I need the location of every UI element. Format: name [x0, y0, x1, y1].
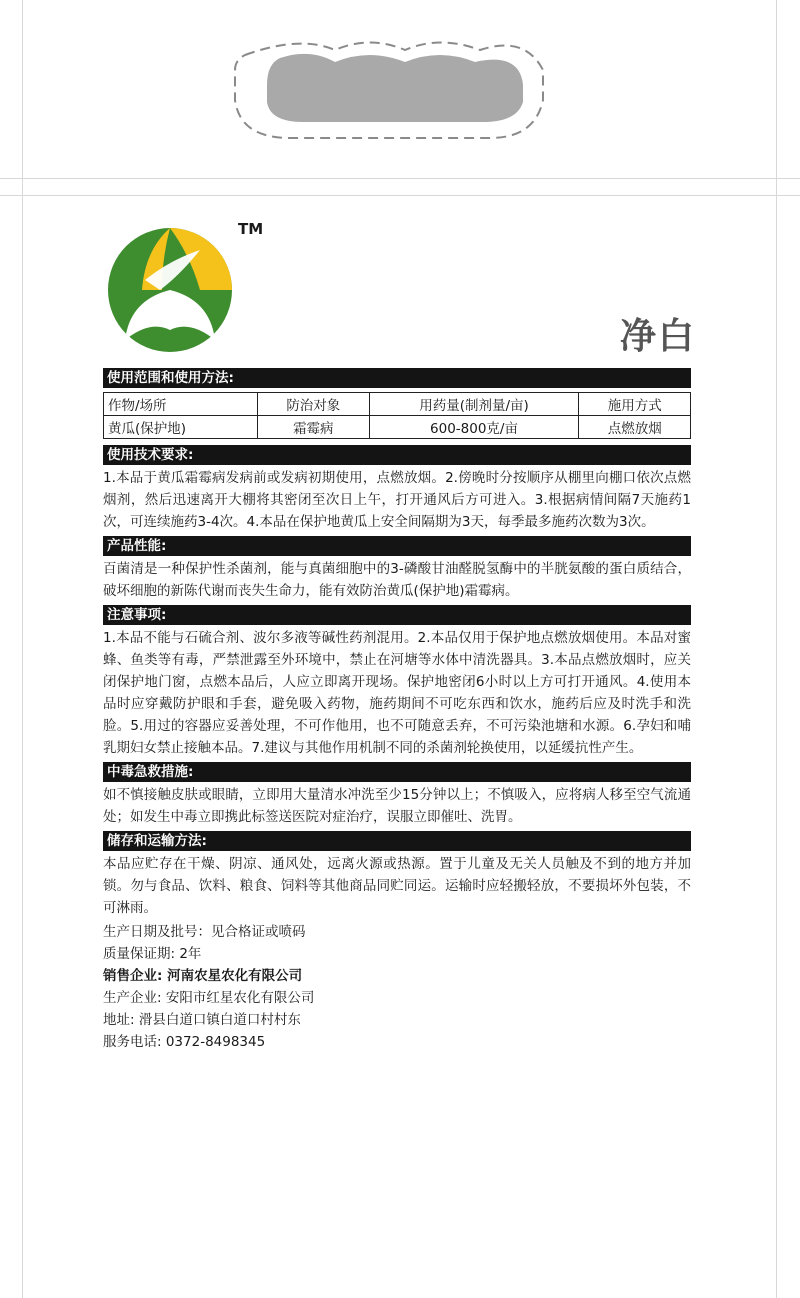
table-row	[104, 416, 691, 439]
manufacturer-company: 生产企业: 安阳市红星农化有限公司	[103, 990, 315, 1006]
table-cell-dosage: 600-800克/亩	[369, 416, 579, 439]
notes-text: 1.本品不能与石硫合剂、波尔多液等碱性药剂混用。2.本品仅用于保护地点燃放烟使用。本品对蜜蜂、鱼类等有毒，严禁泄露至外环境中，禁止在河塘等水体中清洗器具。3.本品点燃放烟时，应关闭保护地门窗，点燃本品后，人应立即离开现场。保护地密闭6小时以上方可打开通风。4.使用本品时应穿戴防护眼和手套，避免吸入药物，施药期间不可吃东西和饮水，施药后应及时洗手和洗脸。5.用过的容器应妥善处理，不可作他用，也不可随意丢弃，不可污染池塘和水源。6.孕妇和哺乳期妇女禁止接触本品。7.建议与其他作用机制不同的杀菌剂轮换使用，以延缓抗性产生。	[103, 630, 691, 756]
product-brand-name: 净白	[620, 316, 697, 357]
section-header-tech: 使用技术要求:	[103, 445, 691, 465]
table-cell-crop: 黄瓜(保护地)	[104, 416, 258, 439]
hang-tab-cutout	[225, 30, 555, 150]
company-address: 地址: 滑县白道口镇白道口村村东	[103, 1012, 301, 1028]
table-header-row	[104, 393, 691, 416]
table-cell-target: 霜霉病	[258, 416, 370, 439]
tech-requirements-text: 1.本品于黄瓜霜霉病发病前或发病初期使用，点燃放烟。2.傍晚时分按顺序从棚里向棚口依次点燃烟剂，然后迅速离开大棚将其密闭至次日上午，打开通风后方可进入。3.根据病情间隔7天施药1次，可连续施药3-4次。4.本品在保护地黄瓜上安全间隔期为3天，每季最多施药次数为3次。	[103, 470, 691, 530]
storage-text: 本品应贮存在干燥、阴凉、通风处，远离火源或热源。置于儿童及无关人员触及不到的地方并加锁。勿与食品、饮料、粮食、饲料等其他商品同贮同运。运输时应轻搬轻放，不要损坏外包装，不可淋雨。	[103, 856, 691, 916]
trademark-symbol: TM	[238, 220, 264, 238]
table-header-cell: 用药量(制剂量/亩)	[369, 393, 579, 416]
section-header-notes: 注意事项:	[103, 605, 691, 625]
seller-company: 销售企业: 河南农星农化有限公司	[103, 968, 303, 984]
label-content	[103, 368, 691, 1053]
performance-text: 百菌清是一种保护性杀菌剂，能与真菌细胞中的3-磷酸甘油醛脱氢酶中的半胱氨酸的蛋白质结合，破坏细胞的新陈代谢而丧失生命力，能有效防治黄瓜(保护地)霜霉病。	[103, 561, 691, 599]
section-header-performance: 产品性能:	[103, 536, 691, 556]
shelf-life: 质量保证期: 2年	[103, 946, 202, 962]
section-header-storage: 储存和运输方法:	[103, 831, 691, 851]
first-aid-text: 如不慎接触皮肤或眼睛，立即用大量清水冲洗至少15分钟以上；不慎吸入，应将病人移至空气流通处；如发生中毒立即携此标签送医院对症治疗，误服立即催吐、洗胃。	[103, 787, 691, 825]
guide-line-top	[0, 178, 800, 179]
service-phone: 服务电话: 0372-8498345	[103, 1034, 266, 1050]
table-header-cell: 施用方式	[579, 393, 691, 416]
section-header-first-aid: 中毒急救措施:	[103, 762, 691, 782]
table-header-cell: 防治对象	[258, 393, 370, 416]
brand-logo	[100, 220, 240, 360]
table-header-cell: 作物/场所	[104, 393, 258, 416]
production-date: 生产日期及批号：见合格证或喷码	[103, 924, 306, 940]
guide-line-top-2	[0, 195, 800, 196]
table-cell-method: 点燃放烟	[579, 416, 691, 439]
section-header-usage: 使用范围和使用方法:	[103, 368, 691, 388]
usage-table	[103, 392, 691, 439]
